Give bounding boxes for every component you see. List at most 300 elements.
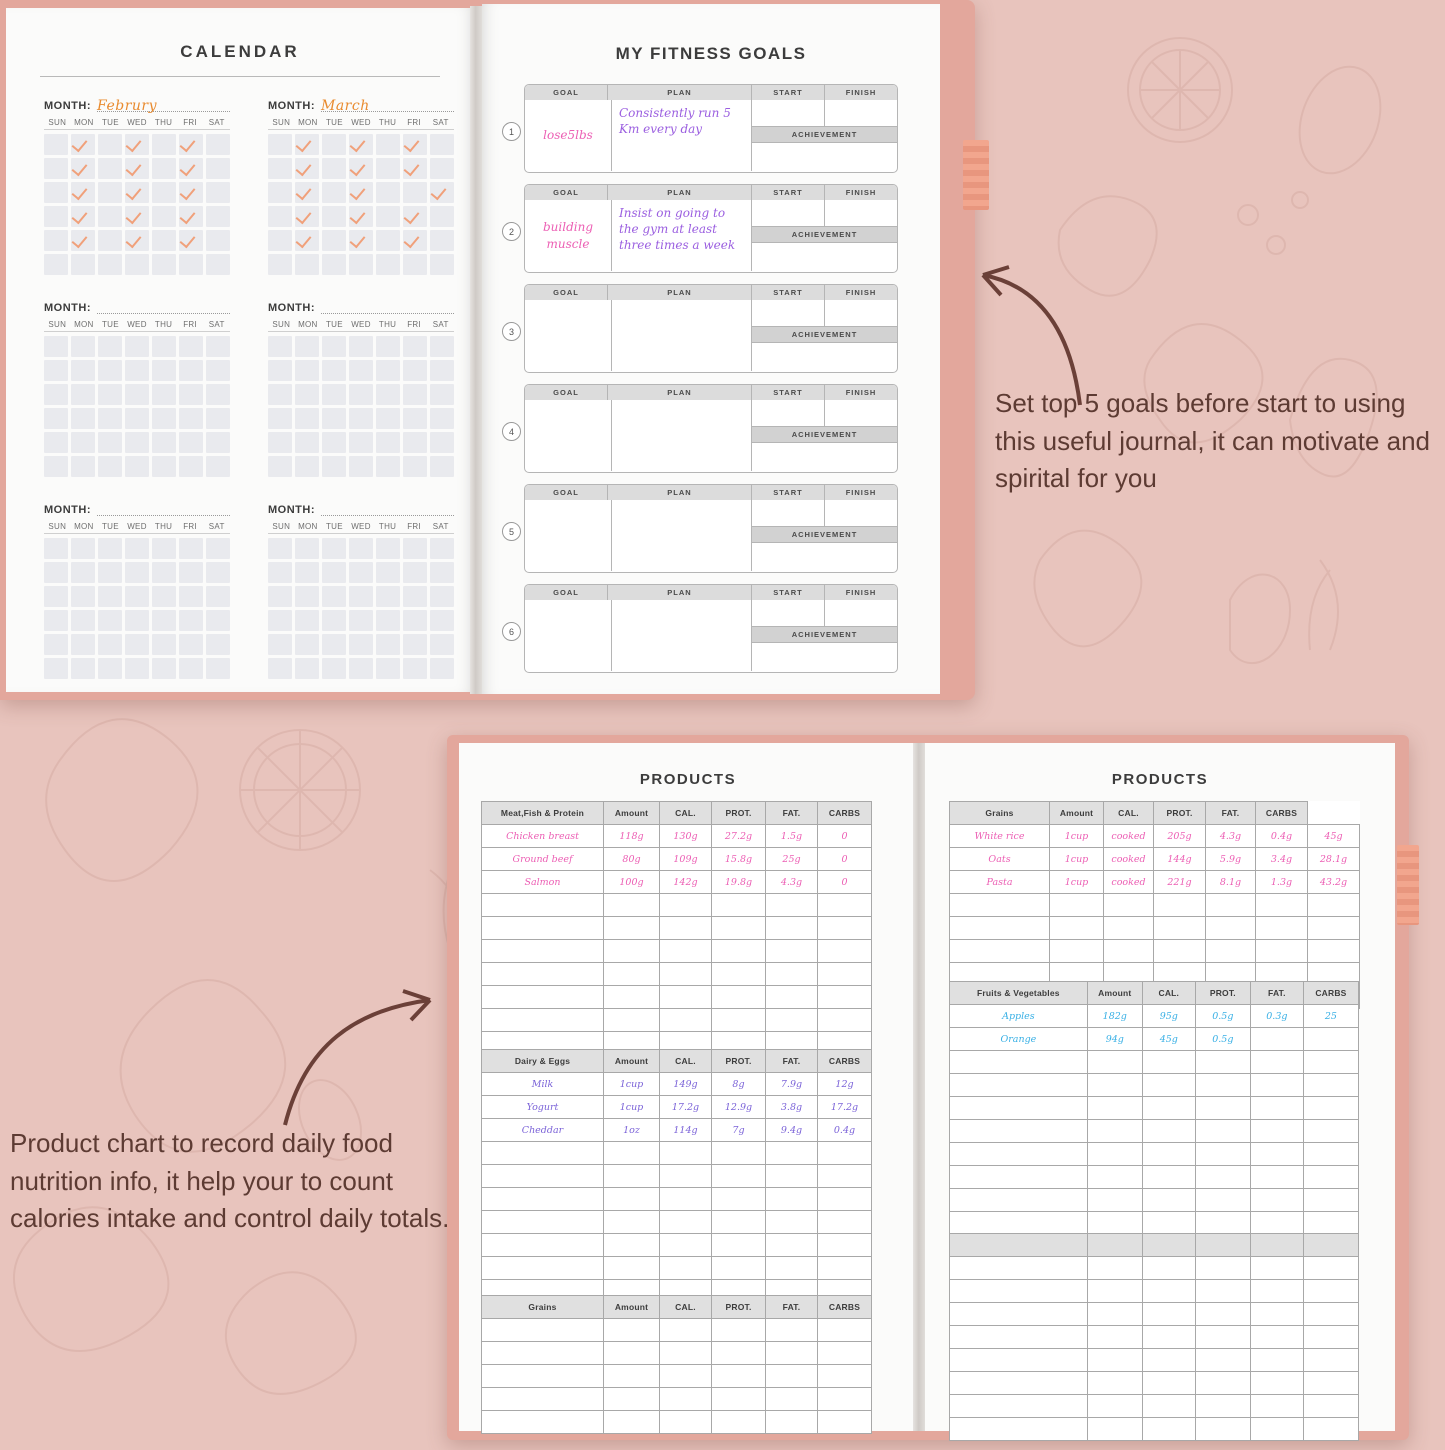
table-cell[interactable] bbox=[482, 1388, 604, 1411]
calendar-day-cell[interactable] bbox=[430, 658, 454, 679]
table-cell[interactable] bbox=[1250, 1303, 1303, 1326]
table-cell[interactable] bbox=[1195, 1097, 1250, 1120]
calendar-day-cell[interactable] bbox=[71, 384, 95, 405]
table-cell[interactable] bbox=[1050, 894, 1104, 917]
table-cell[interactable] bbox=[1142, 1212, 1195, 1235]
table-cell[interactable] bbox=[1303, 1349, 1358, 1372]
calendar-day-cell[interactable] bbox=[179, 384, 203, 405]
achievement-value[interactable] bbox=[752, 343, 897, 371]
calendar-day-cell[interactable] bbox=[349, 384, 373, 405]
table-cell[interactable] bbox=[950, 1349, 1088, 1372]
calendar-day-cell[interactable] bbox=[44, 230, 68, 251]
achievement-value[interactable] bbox=[752, 643, 897, 671]
calendar-day-cell[interactable] bbox=[376, 610, 400, 631]
table-cell[interactable] bbox=[818, 1234, 872, 1257]
calendar-day-cell[interactable] bbox=[152, 158, 176, 179]
calendar-day-cell[interactable] bbox=[206, 586, 230, 607]
table-cell[interactable] bbox=[712, 1009, 766, 1032]
calendar-day-checked[interactable] bbox=[125, 182, 149, 203]
table-cell[interactable] bbox=[1250, 1280, 1303, 1303]
table-row-empty[interactable] bbox=[482, 1142, 872, 1165]
calendar-day-cell[interactable] bbox=[152, 206, 176, 227]
calendar-day-cell[interactable] bbox=[98, 206, 122, 227]
goal-value[interactable] bbox=[525, 500, 612, 571]
table-row-empty[interactable] bbox=[950, 1212, 1359, 1235]
calendar-day-cell[interactable] bbox=[430, 586, 454, 607]
table-cell[interactable]: 25g bbox=[766, 848, 818, 871]
calendar-day-cell[interactable] bbox=[152, 384, 176, 405]
table-cell[interactable] bbox=[1195, 1418, 1250, 1441]
calendar-day-cell[interactable] bbox=[98, 658, 122, 679]
calendar-day-cell[interactable] bbox=[403, 562, 427, 583]
calendar-day-cell[interactable] bbox=[98, 408, 122, 429]
table-cell[interactable] bbox=[1142, 1143, 1195, 1166]
table-cell[interactable] bbox=[1303, 1257, 1358, 1280]
calendar-day-cell[interactable] bbox=[71, 408, 95, 429]
calendar-day-cell[interactable] bbox=[295, 456, 319, 477]
table-cell[interactable] bbox=[1250, 1166, 1303, 1189]
calendar-day-cell[interactable] bbox=[403, 658, 427, 679]
table-cell[interactable] bbox=[1250, 1120, 1303, 1143]
table-cell[interactable] bbox=[1303, 1051, 1358, 1074]
calendar-day-cell[interactable] bbox=[376, 456, 400, 477]
month-write-line[interactable] bbox=[97, 502, 230, 516]
calendar-day-cell[interactable] bbox=[430, 456, 454, 477]
calendar-day-cell[interactable] bbox=[98, 134, 122, 155]
calendar-day-cell[interactable] bbox=[430, 206, 454, 227]
table-row-empty[interactable] bbox=[950, 1349, 1359, 1372]
table-cell[interactable] bbox=[1195, 1051, 1250, 1074]
table-cell[interactable] bbox=[1195, 1303, 1250, 1326]
table-cell[interactable] bbox=[950, 1120, 1088, 1143]
table-cell[interactable] bbox=[482, 1342, 604, 1365]
calendar-day-checked[interactable] bbox=[349, 230, 373, 251]
table-row-empty[interactable] bbox=[950, 1303, 1359, 1326]
table-cell[interactable]: 1cup bbox=[1050, 848, 1104, 871]
month-write-line[interactable] bbox=[321, 300, 454, 314]
calendar-day-cell[interactable] bbox=[152, 432, 176, 453]
table-cell[interactable] bbox=[712, 963, 766, 986]
table-cell[interactable] bbox=[1142, 1166, 1195, 1189]
calendar-day-cell[interactable] bbox=[206, 456, 230, 477]
calendar-day-cell[interactable] bbox=[125, 658, 149, 679]
table-cell[interactable] bbox=[766, 1388, 818, 1411]
table-cell[interactable] bbox=[1087, 1372, 1142, 1395]
calendar-day-checked[interactable] bbox=[349, 182, 373, 203]
table-cell[interactable]: 45g bbox=[1308, 825, 1360, 848]
calendar-day-cell[interactable] bbox=[71, 586, 95, 607]
table-cell[interactable] bbox=[1142, 1349, 1195, 1372]
calendar-day-cell[interactable] bbox=[71, 432, 95, 453]
table-row-empty[interactable] bbox=[950, 894, 1360, 917]
table-row-empty[interactable] bbox=[950, 1372, 1359, 1395]
calendar-day-cell[interactable] bbox=[71, 360, 95, 381]
calendar-day-cell[interactable] bbox=[152, 134, 176, 155]
calendar-day-cell[interactable] bbox=[206, 634, 230, 655]
table-cell[interactable] bbox=[660, 1411, 712, 1434]
table-cell[interactable]: 43.2g bbox=[1308, 871, 1360, 894]
table-cell[interactable] bbox=[950, 1372, 1088, 1395]
calendar-day-checked[interactable] bbox=[71, 158, 95, 179]
calendar-day-cell[interactable] bbox=[349, 658, 373, 679]
calendar-day-checked[interactable] bbox=[295, 158, 319, 179]
table-cell[interactable] bbox=[712, 1234, 766, 1257]
table-cell[interactable] bbox=[482, 940, 604, 963]
calendar-day-cell[interactable] bbox=[179, 254, 203, 275]
calendar-day-cell[interactable] bbox=[376, 432, 400, 453]
table-cell[interactable]: 0 bbox=[818, 871, 872, 894]
calendar-day-cell[interactable] bbox=[376, 408, 400, 429]
calendar-day-cell[interactable] bbox=[44, 384, 68, 405]
table-cell[interactable] bbox=[1206, 940, 1256, 963]
table-row-empty[interactable] bbox=[950, 1280, 1359, 1303]
calendar-day-cell[interactable] bbox=[349, 432, 373, 453]
table-cell[interactable]: 4.3g bbox=[1206, 825, 1256, 848]
calendar-day-cell[interactable] bbox=[322, 432, 346, 453]
table-cell[interactable]: 7g bbox=[712, 1119, 766, 1142]
table-cell[interactable] bbox=[1195, 1349, 1250, 1372]
calendar-day-cell[interactable] bbox=[179, 360, 203, 381]
table-cell[interactable] bbox=[1250, 1349, 1303, 1372]
table-cell[interactable] bbox=[818, 1009, 872, 1032]
table-cell[interactable] bbox=[818, 1342, 872, 1365]
table-cell[interactable]: 17.2g bbox=[818, 1096, 872, 1119]
table-cell[interactable] bbox=[1303, 1372, 1358, 1395]
table-cell[interactable] bbox=[1308, 940, 1360, 963]
calendar-day-cell[interactable] bbox=[179, 336, 203, 357]
calendar-day-cell[interactable] bbox=[206, 432, 230, 453]
calendar-day-cell[interactable] bbox=[44, 134, 68, 155]
calendar-day-cell[interactable] bbox=[206, 182, 230, 203]
table-cell[interactable]: 12g bbox=[818, 1073, 872, 1096]
table-cell[interactable] bbox=[1303, 1120, 1358, 1143]
calendar-day-cell[interactable] bbox=[98, 634, 122, 655]
table-cell[interactable] bbox=[818, 940, 872, 963]
table-cell[interactable] bbox=[712, 986, 766, 1009]
table-cell[interactable] bbox=[1206, 917, 1256, 940]
calendar-day-cell[interactable] bbox=[206, 230, 230, 251]
table-row[interactable] bbox=[950, 848, 1360, 871]
table-cell[interactable] bbox=[604, 894, 660, 917]
calendar-day-cell[interactable] bbox=[295, 586, 319, 607]
calendar-day-cell[interactable] bbox=[71, 634, 95, 655]
plan-value[interactable] bbox=[612, 600, 752, 671]
calendar-day-cell[interactable] bbox=[179, 658, 203, 679]
calendar-day-cell[interactable] bbox=[206, 610, 230, 631]
calendar-day-cell[interactable] bbox=[98, 360, 122, 381]
calendar-day-checked[interactable] bbox=[179, 182, 203, 203]
month-write-line[interactable] bbox=[97, 98, 230, 112]
table-row-empty[interactable] bbox=[482, 1009, 872, 1032]
calendar-day-cell[interactable] bbox=[376, 360, 400, 381]
table-cell[interactable] bbox=[712, 1165, 766, 1188]
table-cell[interactable] bbox=[1250, 1212, 1303, 1235]
calendar-day-cell[interactable] bbox=[376, 562, 400, 583]
calendar-day-cell[interactable] bbox=[152, 634, 176, 655]
table-row-empty[interactable] bbox=[482, 940, 872, 963]
table-cell[interactable]: 1cup bbox=[1050, 871, 1104, 894]
achievement-value[interactable] bbox=[752, 543, 897, 571]
table-cell[interactable]: Cheddar bbox=[482, 1119, 604, 1142]
finish-value[interactable] bbox=[825, 200, 897, 226]
calendar-day-cell[interactable] bbox=[152, 610, 176, 631]
table-cell[interactable] bbox=[1142, 1418, 1195, 1441]
table-cell[interactable] bbox=[1303, 1418, 1358, 1441]
month-write-line[interactable] bbox=[97, 300, 230, 314]
table-cell[interactable] bbox=[1087, 1074, 1142, 1097]
table-cell[interactable] bbox=[766, 894, 818, 917]
calendar-day-cell[interactable] bbox=[179, 586, 203, 607]
table-cell[interactable] bbox=[1087, 1257, 1142, 1280]
calendar-day-cell[interactable] bbox=[376, 384, 400, 405]
calendar-day-cell[interactable] bbox=[403, 610, 427, 631]
table-row[interactable] bbox=[482, 1096, 872, 1119]
calendar-day-cell[interactable] bbox=[206, 384, 230, 405]
table-cell[interactable] bbox=[1303, 1280, 1358, 1303]
calendar-day-cell[interactable] bbox=[125, 634, 149, 655]
table-row-empty[interactable] bbox=[950, 917, 1360, 940]
calendar-day-cell[interactable] bbox=[152, 254, 176, 275]
table-row-empty[interactable] bbox=[950, 1395, 1359, 1418]
calendar-day-cell[interactable] bbox=[430, 158, 454, 179]
calendar-day-cell[interactable] bbox=[268, 182, 292, 203]
calendar-day-cell[interactable] bbox=[349, 634, 373, 655]
table-cell[interactable] bbox=[1195, 1280, 1250, 1303]
table-row-empty[interactable] bbox=[482, 1365, 872, 1388]
calendar-day-cell[interactable] bbox=[71, 336, 95, 357]
table-cell[interactable] bbox=[660, 917, 712, 940]
calendar-day-cell[interactable] bbox=[44, 586, 68, 607]
table-cell[interactable] bbox=[766, 1234, 818, 1257]
table-cell[interactable] bbox=[1087, 1349, 1142, 1372]
calendar-day-checked[interactable] bbox=[125, 158, 149, 179]
table-cell[interactable] bbox=[1142, 1120, 1195, 1143]
calendar-day-cell[interactable] bbox=[295, 538, 319, 559]
calendar-day-cell[interactable] bbox=[268, 658, 292, 679]
table-cell[interactable] bbox=[1087, 1280, 1142, 1303]
table-cell[interactable] bbox=[766, 1211, 818, 1234]
calendar-day-cell[interactable] bbox=[125, 432, 149, 453]
table-cell[interactable]: 100g bbox=[604, 871, 660, 894]
table-cell[interactable]: 15.8g bbox=[712, 848, 766, 871]
calendar-day-cell[interactable] bbox=[268, 586, 292, 607]
table-row[interactable] bbox=[482, 871, 872, 894]
calendar-day-cell[interactable] bbox=[206, 408, 230, 429]
table-cell[interactable] bbox=[712, 940, 766, 963]
month-write-line[interactable] bbox=[321, 98, 454, 112]
calendar-day-cell[interactable] bbox=[403, 182, 427, 203]
calendar-day-cell[interactable] bbox=[349, 562, 373, 583]
table-cell[interactable] bbox=[604, 917, 660, 940]
table-cell[interactable] bbox=[660, 1009, 712, 1032]
table-row-empty[interactable] bbox=[482, 1319, 872, 1342]
table-cell[interactable] bbox=[950, 1395, 1088, 1418]
calendar-day-cell[interactable] bbox=[268, 206, 292, 227]
table-cell[interactable] bbox=[712, 1211, 766, 1234]
calendar-day-cell[interactable] bbox=[125, 360, 149, 381]
table-cell[interactable] bbox=[1142, 1097, 1195, 1120]
calendar-day-cell[interactable] bbox=[430, 634, 454, 655]
table-cell[interactable]: 0.4g bbox=[1256, 825, 1308, 848]
table-cell[interactable] bbox=[1050, 917, 1104, 940]
start-value[interactable] bbox=[752, 500, 825, 526]
calendar-day-cell[interactable] bbox=[206, 336, 230, 357]
calendar-day-cell[interactable] bbox=[206, 360, 230, 381]
table-cell[interactable] bbox=[950, 917, 1050, 940]
table-row[interactable] bbox=[950, 871, 1360, 894]
table-row[interactable] bbox=[950, 825, 1360, 848]
table-cell[interactable] bbox=[950, 1051, 1088, 1074]
table-cell[interactable]: 1.5g bbox=[766, 825, 818, 848]
calendar-day-cell[interactable] bbox=[322, 134, 346, 155]
table-row-empty[interactable] bbox=[482, 1411, 872, 1434]
table-cell[interactable] bbox=[1303, 1074, 1358, 1097]
calendar-day-cell[interactable] bbox=[295, 336, 319, 357]
table-cell[interactable] bbox=[1250, 1028, 1303, 1051]
table-cell[interactable]: 3.4g bbox=[1256, 848, 1308, 871]
table-cell[interactable] bbox=[482, 894, 604, 917]
table-cell[interactable] bbox=[660, 1188, 712, 1211]
achievement-value[interactable] bbox=[752, 443, 897, 471]
plan-value[interactable] bbox=[612, 500, 752, 571]
calendar-day-cell[interactable] bbox=[268, 158, 292, 179]
calendar-day-cell[interactable] bbox=[179, 538, 203, 559]
table-cell[interactable] bbox=[818, 1211, 872, 1234]
calendar-day-checked[interactable] bbox=[349, 134, 373, 155]
table-cell[interactable] bbox=[766, 940, 818, 963]
table-cell[interactable] bbox=[1087, 1097, 1142, 1120]
table-cell[interactable] bbox=[1087, 1120, 1142, 1143]
table-cell[interactable] bbox=[1104, 917, 1154, 940]
table-cell[interactable] bbox=[1104, 940, 1154, 963]
table-cell[interactable]: 109g bbox=[660, 848, 712, 871]
table-cell[interactable]: 1oz bbox=[604, 1119, 660, 1142]
calendar-day-cell[interactable] bbox=[152, 336, 176, 357]
table-cell[interactable] bbox=[1195, 1120, 1250, 1143]
table-cell[interactable] bbox=[818, 1165, 872, 1188]
calendar-day-cell[interactable] bbox=[430, 254, 454, 275]
calendar-day-cell[interactable] bbox=[430, 432, 454, 453]
table-cell[interactable]: 17.2g bbox=[660, 1096, 712, 1119]
calendar-day-cell[interactable] bbox=[430, 336, 454, 357]
table-cell[interactable]: 4.3g bbox=[766, 871, 818, 894]
table-cell[interactable]: 12.9g bbox=[712, 1096, 766, 1119]
table-cell[interactable] bbox=[482, 1188, 604, 1211]
table-cell[interactable]: Yogurt bbox=[482, 1096, 604, 1119]
table-cell[interactable] bbox=[660, 1142, 712, 1165]
calendar-day-cell[interactable] bbox=[376, 230, 400, 251]
calendar-day-checked[interactable] bbox=[295, 206, 319, 227]
calendar-day-cell[interactable] bbox=[152, 658, 176, 679]
calendar-day-cell[interactable] bbox=[322, 336, 346, 357]
table-cell[interactable] bbox=[1303, 1189, 1358, 1212]
calendar-day-cell[interactable] bbox=[430, 230, 454, 251]
table-row-empty[interactable] bbox=[482, 1188, 872, 1211]
calendar-day-cell[interactable] bbox=[152, 562, 176, 583]
calendar-day-checked[interactable] bbox=[71, 230, 95, 251]
table-cell[interactable] bbox=[766, 1165, 818, 1188]
table-cell[interactable] bbox=[712, 917, 766, 940]
table-cell[interactable] bbox=[1087, 1326, 1142, 1349]
finish-value[interactable] bbox=[825, 400, 897, 426]
calendar-day-cell[interactable] bbox=[349, 538, 373, 559]
table-cell[interactable] bbox=[1303, 1028, 1358, 1051]
table-cell[interactable]: 8.1g bbox=[1206, 871, 1256, 894]
calendar-day-cell[interactable] bbox=[268, 254, 292, 275]
calendar-day-cell[interactable] bbox=[322, 254, 346, 275]
table-cell[interactable] bbox=[712, 1388, 766, 1411]
calendar-day-cell[interactable] bbox=[152, 538, 176, 559]
table-row-empty[interactable] bbox=[482, 963, 872, 986]
table-cell[interactable] bbox=[950, 1189, 1088, 1212]
table-cell[interactable] bbox=[766, 1009, 818, 1032]
table-cell[interactable] bbox=[660, 1234, 712, 1257]
table-cell[interactable] bbox=[660, 1388, 712, 1411]
calendar-day-cell[interactable] bbox=[430, 384, 454, 405]
calendar-day-cell[interactable] bbox=[403, 408, 427, 429]
table-cell[interactable] bbox=[1142, 1051, 1195, 1074]
goal-value[interactable]: lose5lbs bbox=[525, 100, 612, 171]
calendar-day-cell[interactable] bbox=[322, 230, 346, 251]
table-cell[interactable] bbox=[482, 1142, 604, 1165]
calendar-day-cell[interactable] bbox=[403, 586, 427, 607]
table-cell[interactable] bbox=[660, 940, 712, 963]
table-row-empty[interactable] bbox=[482, 1234, 872, 1257]
calendar-day-cell[interactable] bbox=[268, 456, 292, 477]
table-cell[interactable] bbox=[1303, 1166, 1358, 1189]
table-cell[interactable]: 25 bbox=[1303, 1005, 1358, 1028]
table-row[interactable] bbox=[950, 1005, 1359, 1028]
table-cell[interactable] bbox=[604, 1388, 660, 1411]
calendar-day-cell[interactable] bbox=[179, 610, 203, 631]
calendar-day-cell[interactable] bbox=[44, 336, 68, 357]
calendar-day-cell[interactable] bbox=[125, 254, 149, 275]
calendar-day-cell[interactable] bbox=[322, 538, 346, 559]
table-row[interactable] bbox=[482, 1119, 872, 1142]
table-cell[interactable] bbox=[1142, 1074, 1195, 1097]
calendar-day-cell[interactable] bbox=[322, 384, 346, 405]
calendar-day-cell[interactable] bbox=[71, 610, 95, 631]
table-cell[interactable] bbox=[1195, 1143, 1250, 1166]
calendar-day-cell[interactable] bbox=[349, 336, 373, 357]
table-cell[interactable] bbox=[604, 940, 660, 963]
table-row-empty[interactable] bbox=[482, 1165, 872, 1188]
table-cell[interactable]: 149g bbox=[660, 1073, 712, 1096]
table-cell[interactable] bbox=[818, 1365, 872, 1388]
calendar-day-cell[interactable] bbox=[152, 360, 176, 381]
calendar-day-cell[interactable] bbox=[295, 254, 319, 275]
calendar-day-cell[interactable] bbox=[376, 134, 400, 155]
table-cell[interactable] bbox=[1142, 1189, 1195, 1212]
table-cell[interactable] bbox=[660, 1211, 712, 1234]
table-row-empty[interactable] bbox=[950, 1418, 1359, 1441]
table-cell[interactable] bbox=[1303, 1395, 1358, 1418]
calendar-day-cell[interactable] bbox=[44, 432, 68, 453]
table-cell[interactable] bbox=[1050, 940, 1104, 963]
calendar-day-cell[interactable] bbox=[44, 158, 68, 179]
table-row-empty[interactable] bbox=[950, 940, 1360, 963]
table-cell[interactable] bbox=[1250, 1074, 1303, 1097]
table-cell[interactable] bbox=[766, 1365, 818, 1388]
table-cell[interactable]: 0 bbox=[818, 825, 872, 848]
calendar-day-cell[interactable] bbox=[349, 254, 373, 275]
calendar-day-checked[interactable] bbox=[179, 134, 203, 155]
table-cell[interactable] bbox=[1250, 1395, 1303, 1418]
calendar-day-checked[interactable] bbox=[71, 206, 95, 227]
table-cell[interactable]: 3.8g bbox=[766, 1096, 818, 1119]
table-cell[interactable] bbox=[1142, 1395, 1195, 1418]
calendar-day-cell[interactable] bbox=[44, 206, 68, 227]
